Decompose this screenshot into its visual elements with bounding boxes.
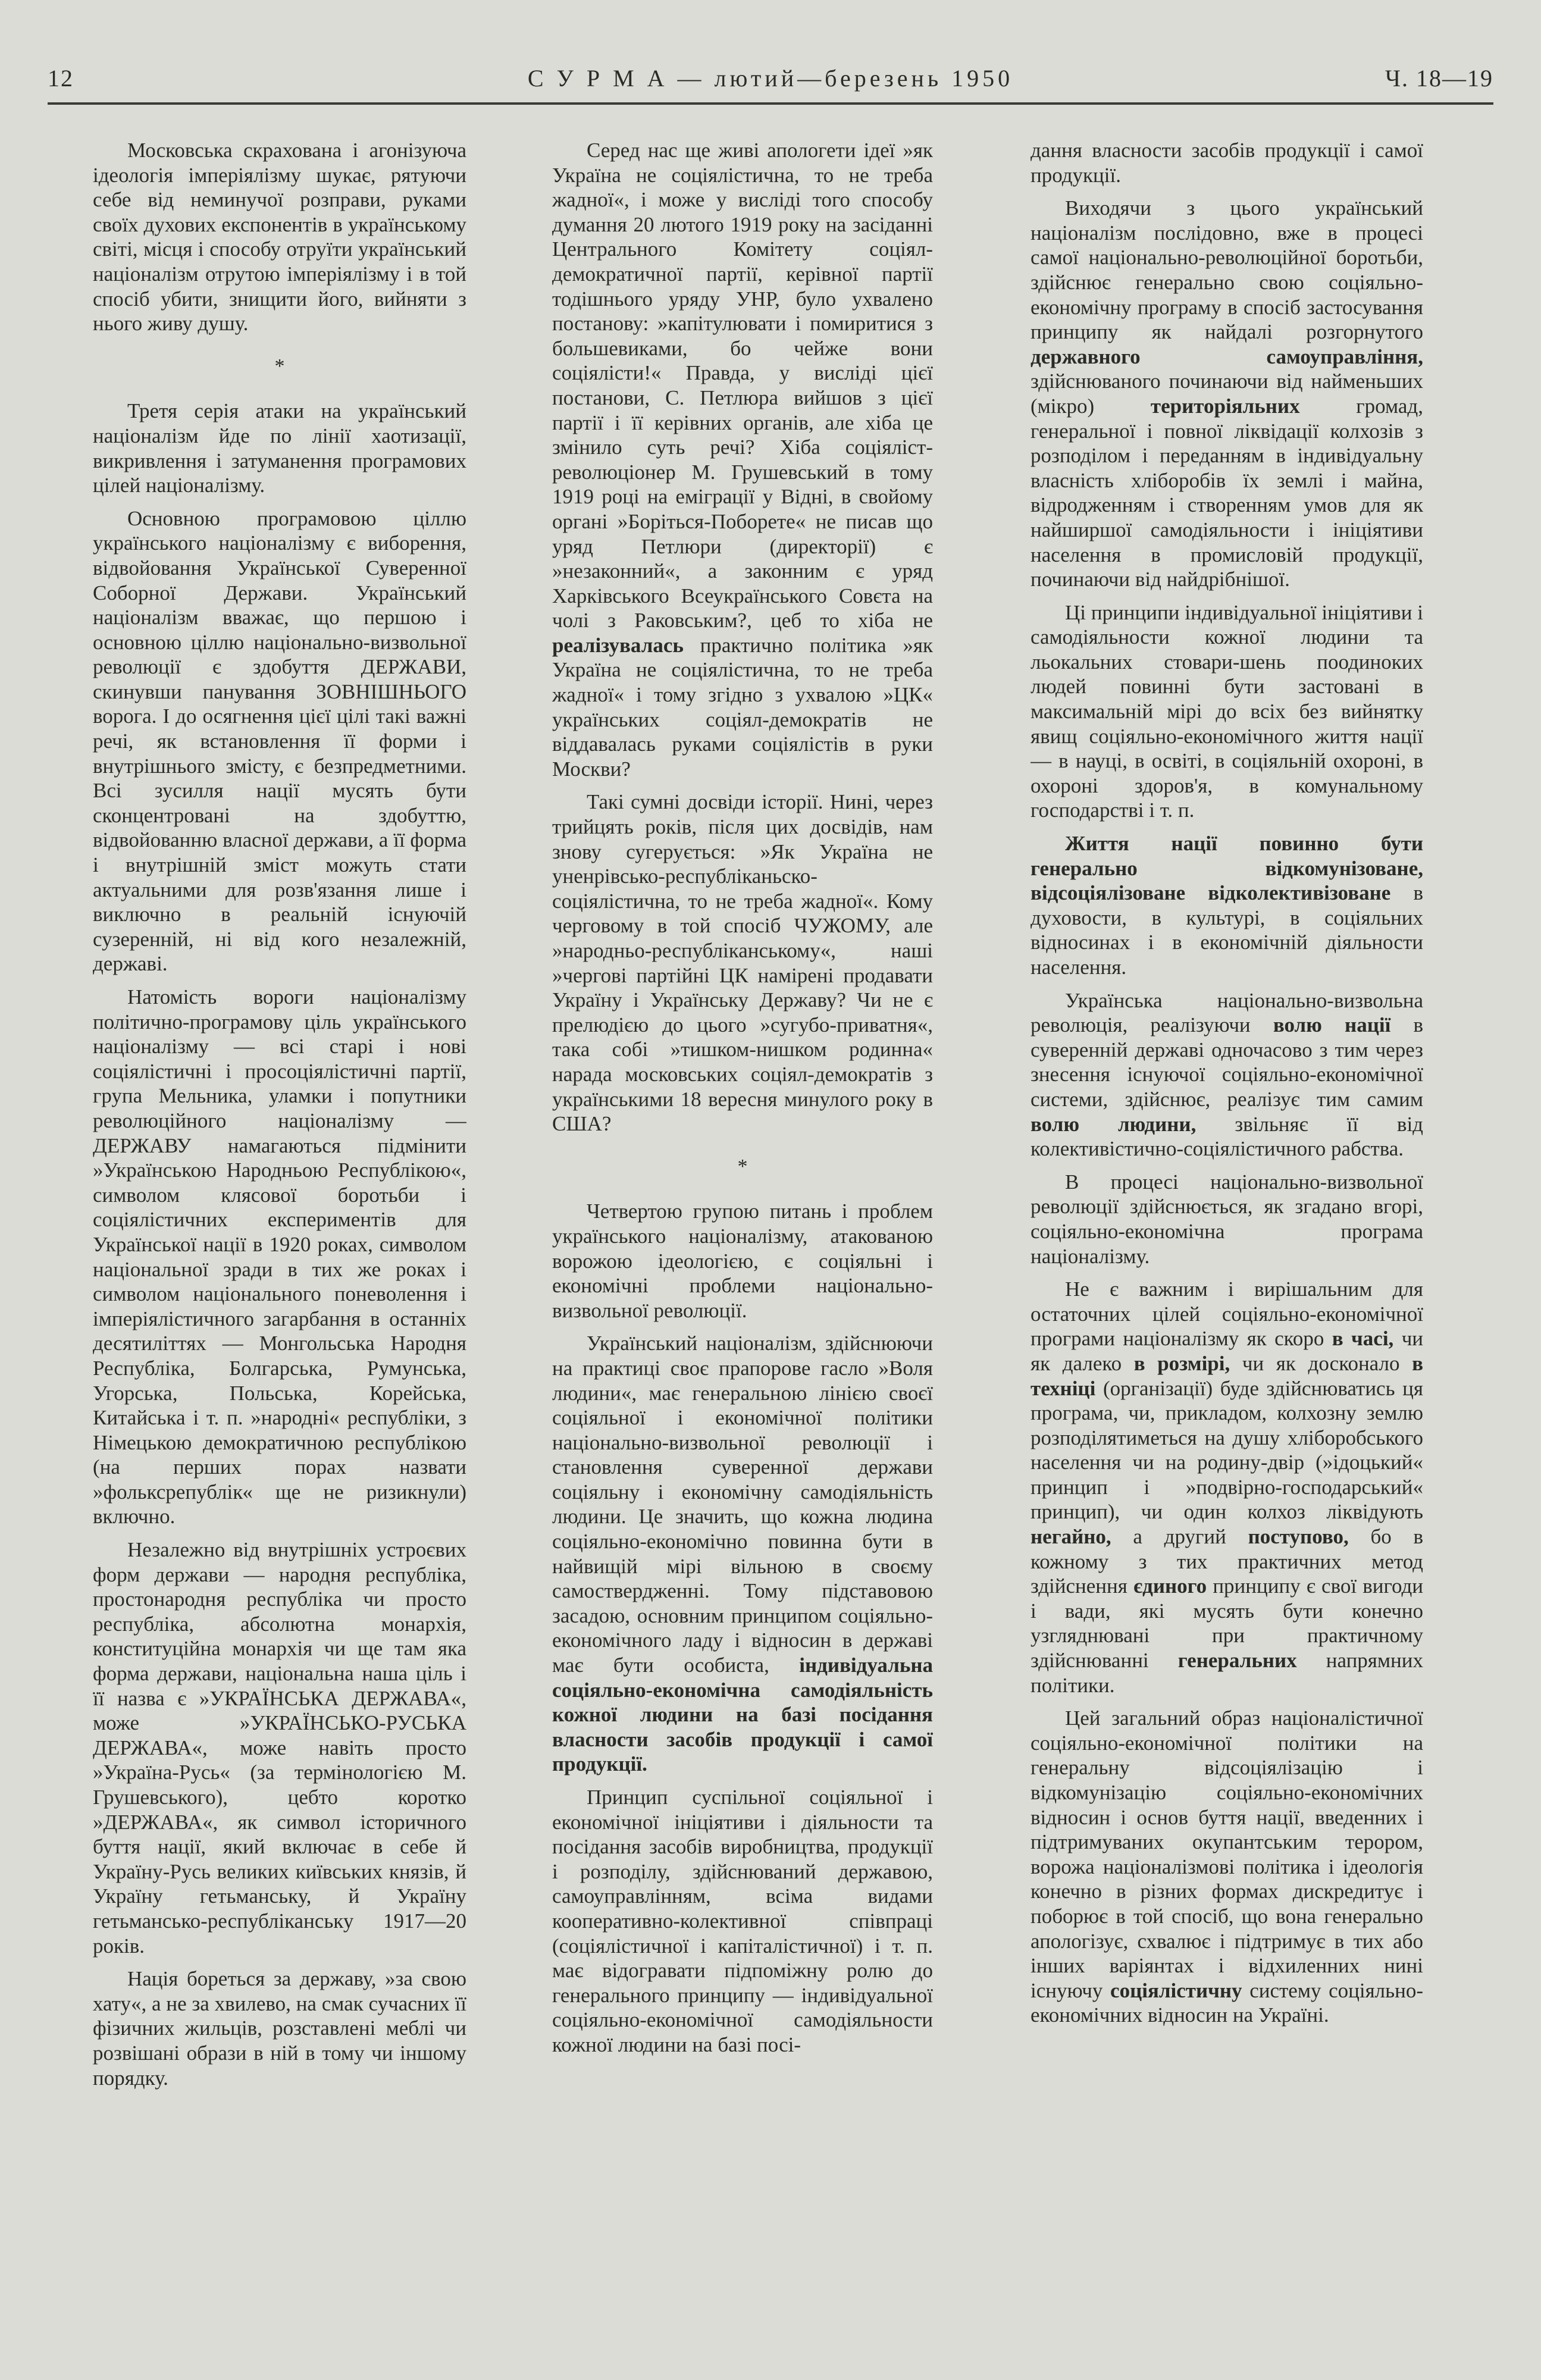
- page-number: 12: [48, 65, 74, 92]
- bold-run: поступово,: [1248, 1525, 1349, 1549]
- paragraph: Принцип суспільної соціяльної і економічної ініціятиви і діяльности та посідання засобів виробництва, продукції і розподілу, здійснюваний державою, самоуправлінням, всіма видами кооперативно-колективної співпраці (соціялістичної і капіталістичної) і т. п. має відогравати підпоміжну ролю до генерального принципу — індивідуальної соціяльно-економічної самодіяльности кожної людини на базі посі-: [552, 1786, 933, 2056]
- publication-title: С У Р М А — лютий—березень 1950: [527, 65, 1014, 92]
- bold-run: реалізувалась: [552, 633, 684, 657]
- text-run: Цей загальний образ націоналістичної соціяльно-економічної політики на генеральну відсоціялізацію і відкомунізацію соціяльно-економічних відносин і основ буття нації, введенних і підтримуваних окупантським терором, ворожа націоналізмові політика і ідеологія конечно в різних формах дискредитує і поборює в той спосіб, що вона генерально апологізує, схвалює і підтримує в тих або інших варіянтах і відхиленних нині існуючу: [1031, 1706, 1423, 2002]
- paragraph: [1031, 988, 1423, 1161]
- paragraph: Ці принципи індивідуальної ініціятиви і самодіяльности кожної людини та льокальних стовари-шень поодиноких людей повинні бути застовані в максимальній мірі до всіх без вийнятку явищ соціяльно-економічного життя нації — в науці, в освіті, в соціяльній охороні, в охороні здоров'я, в комунальному господарстві і т. п.: [1031, 600, 1423, 822]
- paragraph: [1031, 831, 1423, 980]
- page-header: [48, 64, 1493, 105]
- bold-run: територіяльних: [1150, 394, 1300, 418]
- paragraph: Третя серія атаки на український націоналізм йде по лінії хаотизації, викривлення і затуманення програмових цілей націоналізму.: [93, 399, 466, 497]
- text-run: Серед нас ще живі апологети ідеї »як Україна не соціялістична, то не треба жадної«, і може у висліді того способу думання 20 лютого 1919 року на засіданні Центрального Комітету соціял-демократичної партії, керівної партії тодішнього уряду УНР, було ухвалено постанову: »капітулювати і помиритися з большевиками, бо чейже вони соціялісти!« Правда, у висліді цієї постанови, С. Петлюра вийшов з цієї партії і її керівних органів, але хіба це змінило суть речі? Хіба соціяліст-революціонер М. Грушевський в тому 1919 році на еміграції у Відні, в свойому органі »Боріться-Поборете« не писав що уряд Петлюри (директорії) є »незаконний«, а законним є уряд Харківського Всеукраїнського Совєта на чолі з Раковським?, цеб то хіба не: [552, 139, 933, 632]
- paragraph: [1031, 1277, 1423, 1698]
- text-run: принципу є свої вигоди і вади, які мусять бути конечно узгляднювані при практичному здійснюванні: [1031, 1574, 1423, 1673]
- bold-run: в розмірі,: [1133, 1351, 1230, 1375]
- text-run: звільняє її від колективістично-соціялістичного рабства.: [1031, 1112, 1423, 1161]
- paragraph: Четвертою групою питань і проблем українського націоналізму, атакованою ворожою ідеологією, є соціяльні і економічні проблеми національно-визвольної революції.: [552, 1200, 933, 1322]
- column-3: [1031, 138, 1423, 2351]
- paragraph: [1031, 196, 1423, 592]
- bold-run: соціялістичну: [1110, 1978, 1242, 2002]
- text-run: здійснюваного починаючи від найменьших (мікро): [1031, 369, 1423, 418]
- bold-run: волю нації: [1273, 1013, 1391, 1037]
- text-run: Не є важним і вирішальним для остаточних цілей соціяльно-економічної програми націоналізму як скоро: [1031, 1277, 1423, 1351]
- bold-run: державного самоуправління,: [1031, 345, 1423, 368]
- paragraph: [552, 1331, 933, 1777]
- paragraph: Такі сумні досвіди історії. Нині, через трийцять років, після цих досвідів, нам знову сугерується: »Як Україна не уненрівсько-республіканьско-соціялістична, то не треба жадної«. Кому черговому в той спосіб ЧУЖОМУ, але »народньо-республіканському«, наші »чергові партійні ЦК намірені продавати Україну і Українську Державу? Чи не є прелюдією до цього »сугубо-приватня«, така собі »тишком-нишком родинна« нарада московських соціял-демократів з українськими 18 вересня минулого року в США?: [552, 790, 933, 1136]
- text-run: громад, генеральної і повної ліквідації колхозів з розподілом і переданням в індивідуальну власність хліборобів їх землі і майна, відродженням і створенням умов для як найширшої самодіяльности і ініціятиви населення в промисловій продукції, починаючи від найдрібнішої.: [1031, 394, 1423, 591]
- text-run: Український націоналізм, здійснюючи на практиці своє прапорове гасло »Воля людини«, має генеральною лінією своєї соціяльної і економічної політики національно-визвольної революції і становлення суверенної держави соціяльну і економічну самодіяльність людини. Це значить, що кожна людина соціяльно-економічно повинна бути в найвищій мірі вільною в своєму самоствердженні. Тому підставовою засадою, основним принципом соціяльно-економічного ладу і відносин в державі має бути особиста,: [552, 1332, 933, 1677]
- bold-run: в часі,: [1332, 1327, 1394, 1351]
- paragraph: Натомість вороги націоналізму політично-програмову ціль українського націоналізму — всі старі і нові соціялістичні і просоціялістичні партії, група Мельника, уламки і попутники революційного націоналізму — ДЕРЖАВУ намагаються підмінити »Українською Народньою Республікою«, символом клясової боротьби і соціялістичних експериментів для Української нації в 1920 роках, символом національної зради в тих же роках і символом національного поневолення і імперіялістичного загарбання в останніх десятиліттях — Монгольська Народня Республіка, Болгарська, Румунська, Угорська, Польська, Корейська, Китайська і т. п. »народні« республіки, з Німецькою демократичною республікою (на перших порах назвати »фольксрепублік« ще не ризикнули) включно.: [93, 985, 466, 1529]
- paragraph: Основною програмовою ціллю українського націоналізму є виборення, відвойовання Української Суверенної Соборної Держави. Український націоналізм вважає, що першою і основною ціллю національно-визвольної революції є здобуття ДЕРЖАВИ, скинувши панування ЗОВНІШНЬОГО ворога. І до осягнення цієї цілі такі важні речі, як встановлення її форми і внутрішнього змісту, є безпредметними. Всі зусилля нації мусять бути сконцентровані на здобуттю, відвойованню власної держави, а її форма і внутрішній зміст можуть стати актуальними для розв'язання лише і виключно в реальній існуючій сузеренній, ні від кого незалежній, державі.: [93, 506, 466, 976]
- column-1: [93, 138, 466, 2351]
- text-run: Українська національно-визвольна революція, реалізуючи: [1031, 988, 1423, 1037]
- text-run: Виходячи з цього український націоналізм послідовно, вже в процесі самої національно-революційної боротьби, здійснює генерально свою соціяльно-економічну програму в спосіб застосування принципу як найдалі розгорнутого: [1031, 196, 1423, 344]
- section-separator: *: [737, 1155, 748, 1178]
- bold-run: негайно,: [1031, 1525, 1111, 1549]
- bold-run: генеральних: [1177, 1649, 1297, 1673]
- section-separator: *: [274, 355, 285, 377]
- text-run: чи як досконало: [1242, 1351, 1400, 1375]
- paragraph: [552, 138, 933, 781]
- text-run: бо в кожному з тих практичних метод здійснення: [1031, 1525, 1423, 1598]
- text-run: напрямних політики.: [1031, 1649, 1423, 1697]
- text-run: (організації) буде здійснюватись ця програма, чи, прикладом, колхозну землю розподілятиметься на душу хліборобського населення чи на родину-двір (»ідоцький« принцип і »подвірно-господарський« принцип), чи один колхоз ліквідують: [1031, 1376, 1423, 1524]
- text-run: чи як далеко: [1031, 1327, 1423, 1375]
- text-run: в суверенній державі одночасово з тим через знесення існуючої соціяльно-економічної системи, здійснює, реалізує тим самим: [1031, 1013, 1423, 1111]
- paragraph: Незалежно від внутрішніх устроєвих форм держави — народня республіка, простонародня республіка чи просто республіка, абсолютна монархія, конституційна монархія чи ще там яка форма держави, національна наша ціль і її назва є »УКРАЇНСЬКА ДЕРЖАВА«, може »УКРАЇНСЬКО-РУСЬКА ДЕРЖАВА«, може навіть просто »Україна-Русь« (за термінологією М. Грушевського), цебто коротко »ДЕРЖАВА«, як символ історичного буття нації, який включає в себе й Україну-Русь великих київських князів, й Україну гетьманську, й Україну гетьмансько-республіканську 1917—20 років.: [93, 1538, 466, 1958]
- text-run: в духовости, в культурі, в соціяльних відносинах і в економічній діяльности населення.: [1031, 881, 1423, 979]
- bold-run: Життя нації повинно бути генерально відкомунізоване, відсоціялізоване відколективізоване: [1031, 832, 1423, 905]
- bold-run: в техніці: [1031, 1351, 1423, 1400]
- issue-number: Ч. 18—19: [1385, 65, 1493, 92]
- bold-run: єдиного: [1133, 1574, 1207, 1598]
- column-2: [552, 138, 933, 2351]
- text-run: практично політика »як Україна не соціялістична, то не треба жадної« і тому згідно з ухвалою »ЦК« українських соціял-демократів не віддавалась руками соціялістів в руки Москви?: [552, 633, 933, 781]
- bold-run: волю людини,: [1031, 1112, 1197, 1136]
- paragraph: дання власности засобів продукції і самої продукції.: [1031, 139, 1423, 187]
- paragraph: В процесі національно-визвольної революції здійснюється, як згадано вгорі, соціяльно-економічна програма націоналізму.: [1031, 1170, 1423, 1268]
- paragraph: [1031, 1706, 1423, 2028]
- paragraph: Нація бореться за державу, »за свою хату«, а не за хвилево, на смак сучасних її фізичних жильців, розставлені меблі чи розвішані образи в ній в тому чи іншому порядку.: [93, 1967, 466, 2090]
- text-run: а другий: [1133, 1525, 1226, 1549]
- text-run: систему соціяльно-економічних відносин на Україні.: [1031, 1978, 1423, 2027]
- bold-run: індивідуальна соціяльно-економічна самодіяльність кожної людини на базі посідання власности засобів продукції і самої продукції.: [552, 1654, 933, 1776]
- paragraph: Московська скрахована і агонізуюча ідеологія імперіялізму шукає, рятуючи себе від неминучої розправи, руками своїх духових експонентів в українському світі, місця і способу отруїти український націоналізм отрутою імперіялізму і в той спосіб убити, знищити його, вийняти з нього живу душу.: [93, 139, 466, 336]
